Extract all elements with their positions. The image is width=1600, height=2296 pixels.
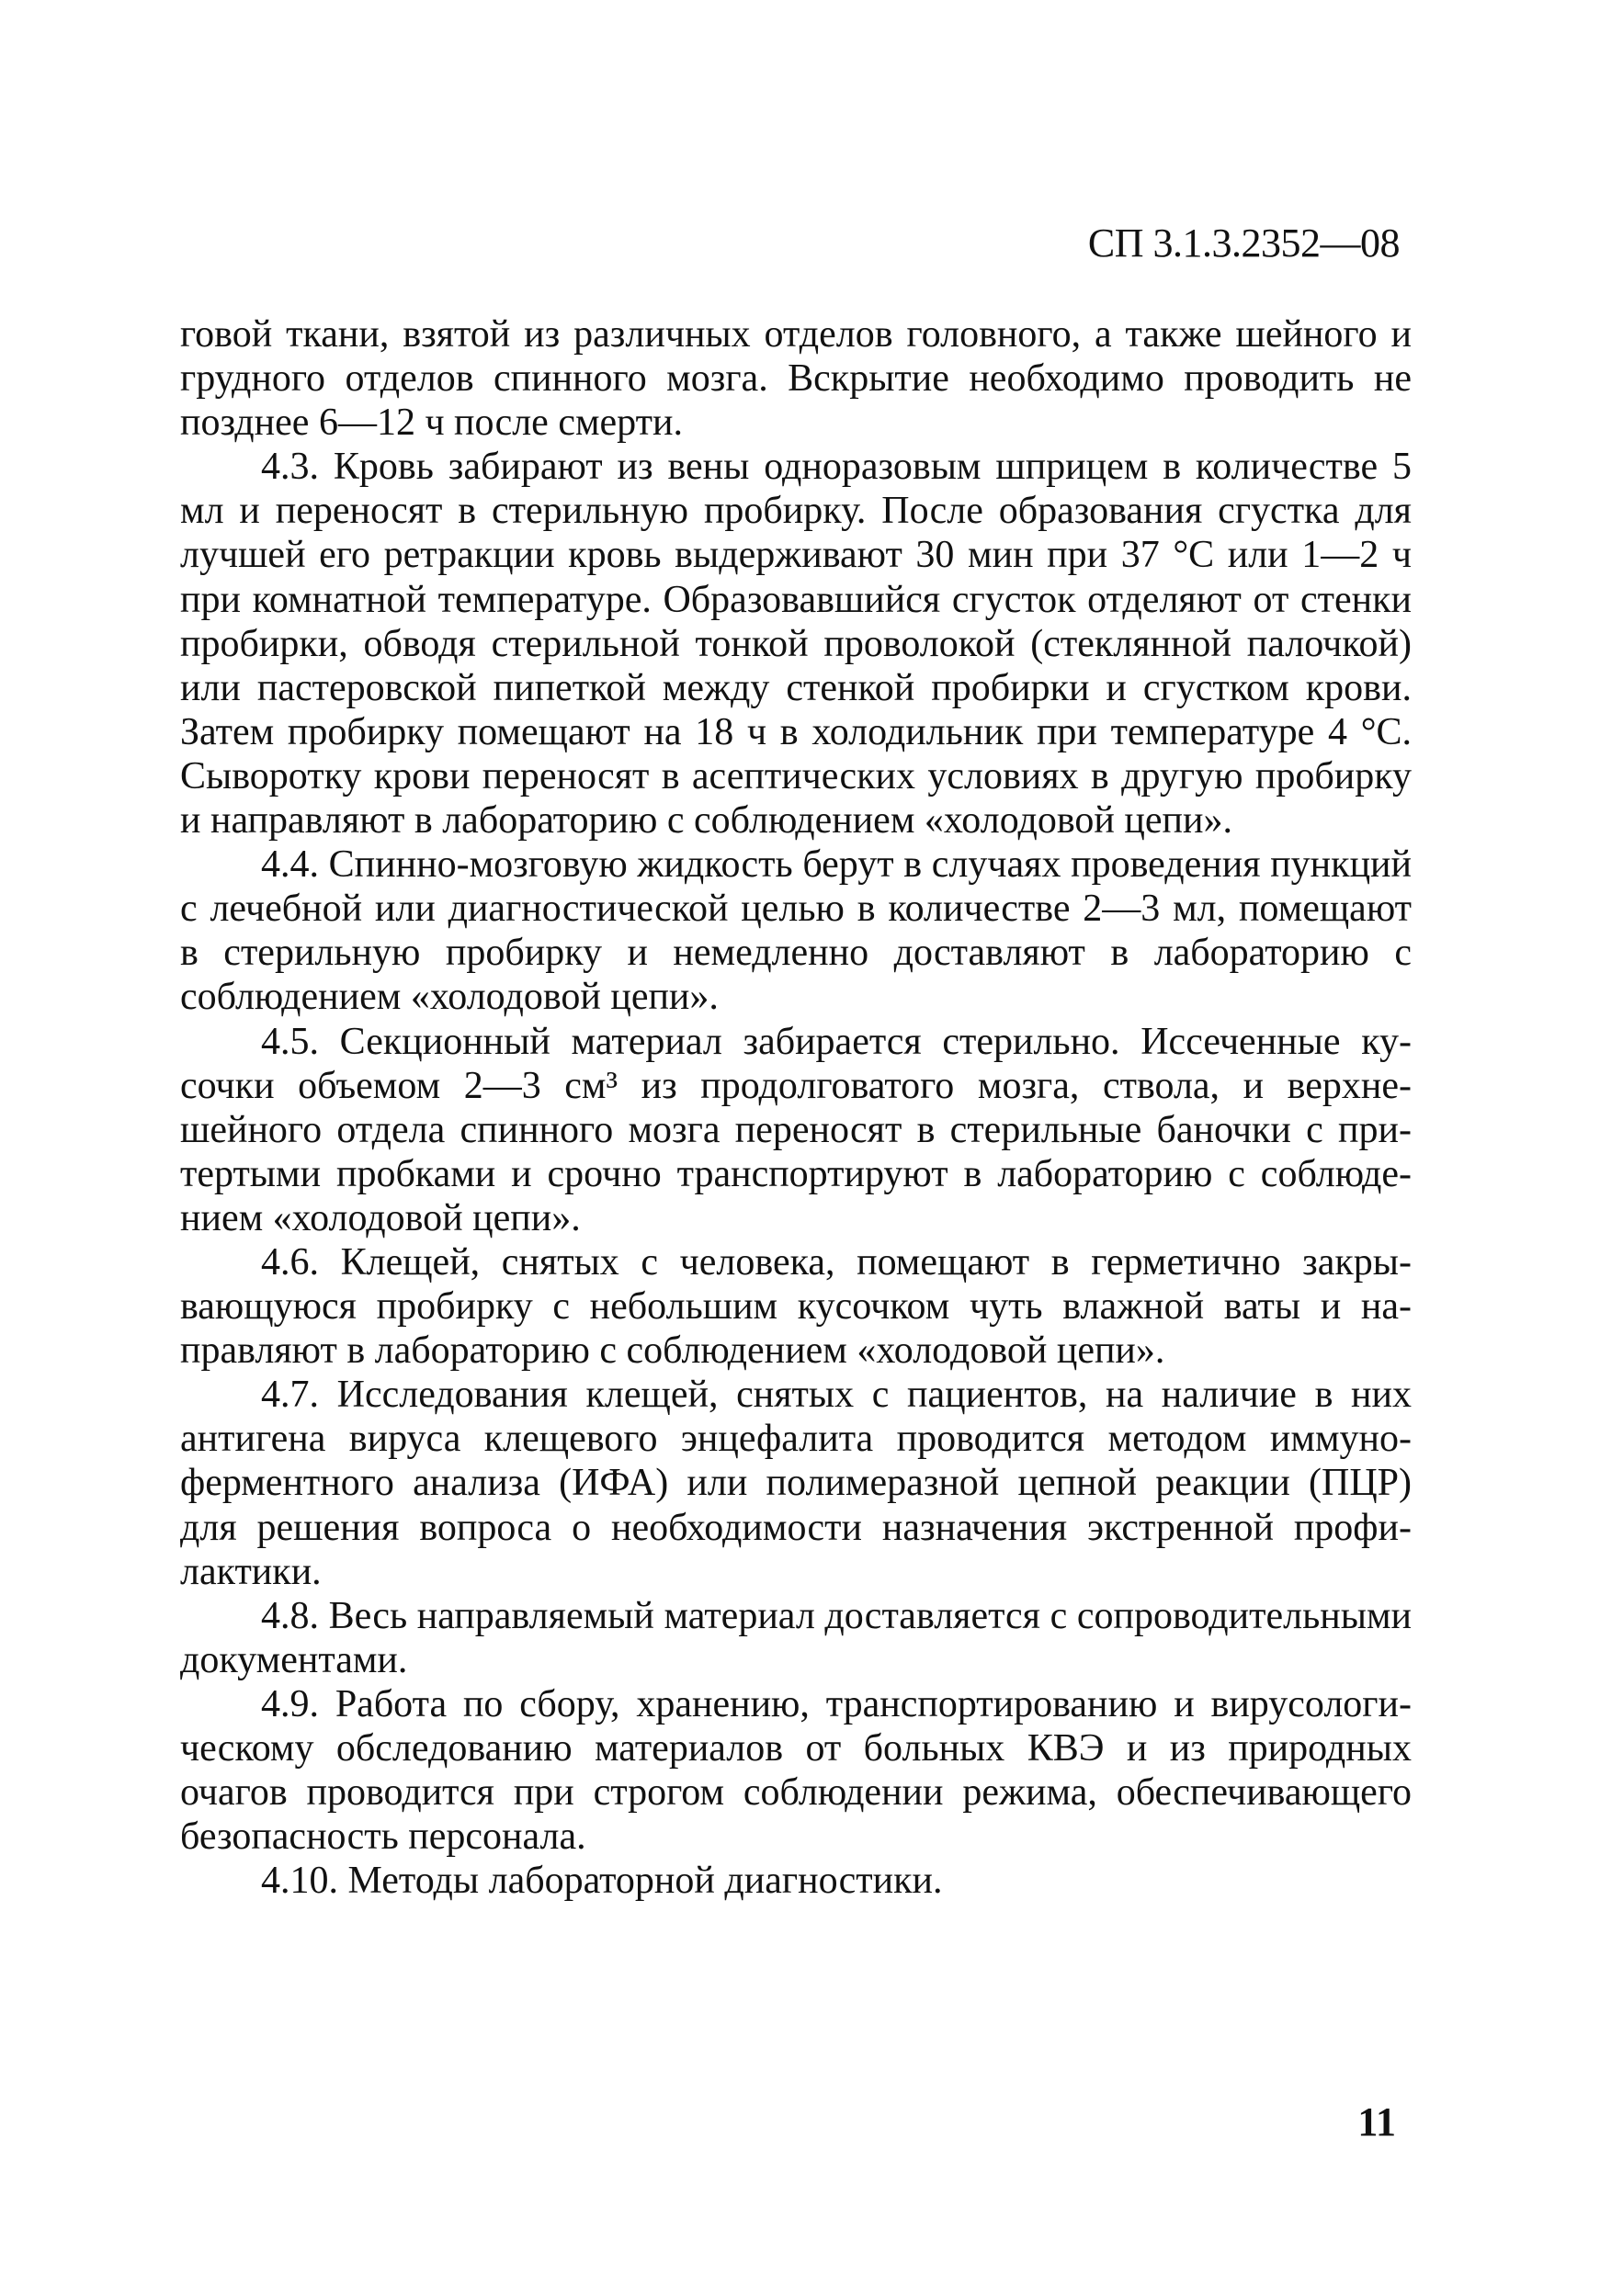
paragraph-4-8: 4.8. Весь направляемый материал доставляется с сопроводительными документами. xyxy=(180,1594,1412,1681)
paragraph-4-6: 4.6. Клещей, снятых с человека, помещают в герметично закрывающуюся пробирку с небольшим кусочком чуть влажной ваты и направляют в лабораторию с соблюдением «холодовой цепи». xyxy=(180,1240,1412,1373)
paragraph-continuation: говой ткани, взятой из различных отделов головного, а также шейного и грудного отделов спинного мозга. Вскрытие необходимо проводить не позднее 6—12 ч после смерти. xyxy=(180,313,1412,445)
paragraph-4-7: 4.7. Исследования клещей, снятых с пациентов, на наличие в них антигена вируса клещевого энцефалита проводится методом иммуноферментного анализа (ИФА) или полимеразной цепной реакции (ПЦР) для решения вопроса о необходимости назначения экстренной профилактики. xyxy=(180,1374,1412,1593)
paragraph-4-5: 4.5. Секционный материал забирается стерильно. Иссеченные кусочки объемом 2—3 см³ из продолговатого мозга, ствола, и верхнешейного отдела спинного мозга переносят в стерильные баночки с притертыми пробками и срочно транспортируют в лабораторию с соблюдением «холодовой цепи». xyxy=(180,1020,1412,1239)
paragraph-4-10: 4.10. Методы лабораторной диагностики. xyxy=(261,1860,943,1903)
paragraph-4-3: 4.3. Кровь забирают из вены одноразовым шприцем в количестве 5 мл и переносят в стерильную пробирку. После образования сгустка для лучшей его ретракции кровь выдерживают 30 мин при 37 °С или 1—2 ч при комнатной температуре. Образовавшийся сгусток отделяют от стенки пробирки, обводя стерильной тонкой проволокой (стеклянной палочкой) или пастеровской пипеткой между стенкой пробирки и сгустком крови. Затем пробирку помещают на 18 ч в холодильник при температуре 4 °С. Сыворотку крови переносят в асептических условиях в другую пробирку и направляют в лабораторию с соблюдением «холодовой цепи». xyxy=(180,446,1412,843)
page-number: 11 xyxy=(1357,2099,1396,2144)
document-code-header: СП 3.1.3.2352—08 xyxy=(1087,221,1400,266)
paragraph-4-4: 4.4. Спинно-мозговую жидкость берут в случаях проведения пункций с лечебной или диагностической целью в количестве 2—3 мл, помещают в стерильную пробирку и немедленно доставляют в лабораторию с соблюдением «холодовой цепи». xyxy=(180,843,1412,1019)
paragraph-4-9: 4.9. Работа по сбору, хранению, транспортированию и вирусологическому обследованию материалов от больных КВЭ и из природных очагов проводится при строгом соблюдении режима, обеспечивающего безопасность персонала. xyxy=(180,1682,1412,1859)
body-text xyxy=(180,312,1412,1903)
